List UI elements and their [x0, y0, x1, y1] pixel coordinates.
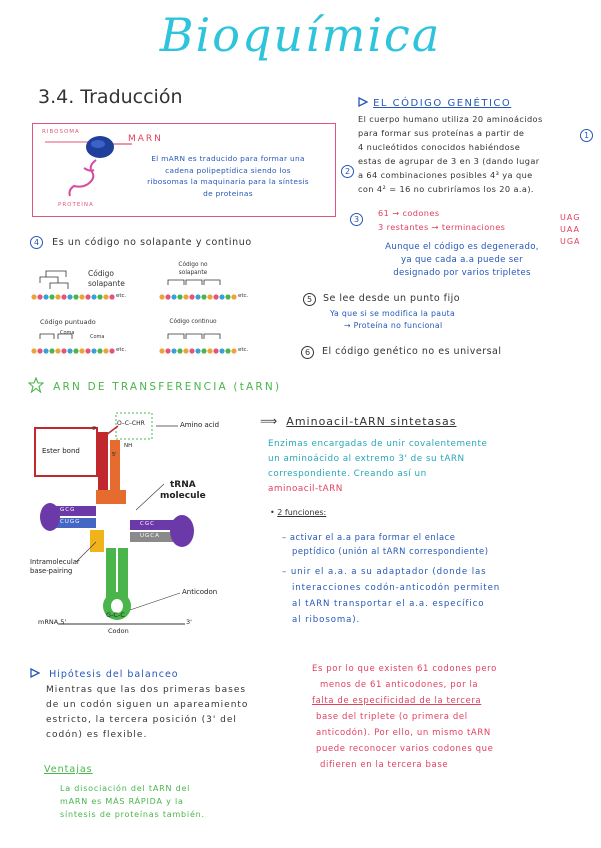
- point-5-line: Ya que si se modifica la pauta: [330, 309, 456, 318]
- sintetasa-desc: [268, 437, 568, 497]
- arnt-heading: [28, 375, 281, 394]
- star-icon: [28, 377, 44, 393]
- a-letter: A: [100, 508, 105, 515]
- intramolecular-label: [30, 558, 80, 576]
- codones-line: 61 → codones: [378, 208, 440, 218]
- funcion-1: [282, 530, 582, 558]
- label-coma-2: Coma: [90, 334, 105, 340]
- intra-line: base-pairing: [30, 567, 73, 575]
- ventajas-line: La disociación del tARN del: [60, 784, 191, 793]
- ester-bond-label: Ester bond: [42, 447, 80, 455]
- anticodon-label: Anticodon: [182, 588, 218, 596]
- etc-4: etc.: [238, 347, 249, 353]
- trna-molecule-label: [160, 480, 206, 502]
- red-line: menos de 61 anticodones, por la: [320, 680, 479, 690]
- balanceo-line: codón) es flexible.: [46, 730, 148, 740]
- funcion-2: [282, 564, 592, 628]
- funcion-line: – unir el a.a. a su adaptador (donde las: [282, 567, 487, 577]
- triangle-bullet-icon: [358, 97, 368, 107]
- label-codigo-puntuado: Código puntuado: [40, 318, 96, 326]
- stop-codon: UAG: [560, 213, 581, 222]
- degenerado-line: designado por varios tripletes: [393, 268, 531, 278]
- number-badge-3: 3: [350, 213, 363, 226]
- bead-strand-4: [159, 348, 236, 353]
- box-desc-line: El mARN es traducido para formar una: [151, 154, 305, 163]
- box-desc-line: ribosomas la maquinaria para la síntesis: [147, 177, 309, 186]
- trna-label-line: molecule: [160, 491, 206, 501]
- point-5-sub: [330, 308, 455, 332]
- stop-codon: UAA: [560, 225, 581, 234]
- nh-label: NH: [124, 443, 133, 449]
- balanceo-red-text: [312, 661, 597, 773]
- etc-2: etc.: [238, 293, 249, 299]
- balanceo-line: Mientras que las dos primeras bases: [46, 685, 247, 695]
- seq-ugca: UGCA: [140, 533, 160, 539]
- degenerado-line: ya que cada a.a puede ser: [401, 255, 523, 265]
- stop-codons: [560, 212, 581, 248]
- label-coma-1: Coma: [60, 330, 75, 336]
- funcion-line: peptídico (unión al tARN correspondiente): [292, 546, 489, 556]
- bead-strand-2: [159, 294, 236, 299]
- page-title: Bioquímica: [159, 8, 442, 62]
- funciones-text: 2 funciones:: [277, 508, 327, 517]
- seq-cgc: CGC: [140, 521, 155, 527]
- number-badge-5: 5: [303, 293, 316, 306]
- number-badge: 4: [30, 236, 43, 249]
- gcc-label: G-C-C: [106, 611, 125, 619]
- codon-label: Codon: [108, 627, 129, 635]
- mrna-label: mRNA 5': [38, 618, 67, 626]
- balanceo-line: de un codón siguen un apareamiento: [46, 700, 249, 710]
- ventajas-line: mARN es MÁS RÁPIDA y la: [60, 797, 184, 806]
- funciones-label: • 2 funciones:: [270, 508, 327, 517]
- balanceo-heading: [30, 662, 179, 681]
- desc-line: correspondiente. Creando así un: [268, 469, 427, 479]
- five-prime-top: 5': [112, 452, 117, 458]
- degenerado-text: [362, 241, 562, 280]
- seq-cugg: CUGG: [60, 519, 81, 525]
- number-badge-6: 6: [301, 346, 314, 359]
- body-line: para formar sus proteínas a partir de: [358, 128, 525, 138]
- point-5-line: → Proteína no funcional: [344, 321, 443, 330]
- restantes-line: 3 restantes → terminaciones: [378, 222, 506, 232]
- point-4-text: Es un código no solapante y continuo: [52, 237, 252, 248]
- ventajas-body: [60, 782, 300, 821]
- funcion-line: al tARN transportar el a.a. específico: [292, 599, 485, 609]
- number-badge-1: 1: [580, 129, 593, 142]
- triangle-bullet-icon: [30, 668, 40, 678]
- codigo-genetico-heading: [358, 91, 511, 110]
- intra-line: Intramolecular: [30, 558, 80, 566]
- body-line: estas de agrupar de 3 en 3 (dando lugar: [358, 156, 540, 166]
- ventajas-line: síntesis de proteínas también.: [60, 810, 205, 819]
- point-5-text: Se lee desde un punto fijo: [323, 293, 461, 304]
- amino-acid-label: Amino acid: [180, 421, 220, 429]
- box-desc-line: cadena polipeptídica siendo los: [165, 165, 291, 175]
- codigo-genetico-body: [358, 112, 588, 196]
- seq-gcg: GCG: [60, 507, 76, 513]
- body-line: a 64 combinaciones posibles 4³ ya que: [358, 170, 533, 180]
- red-line: base del triplete (o primera del: [316, 712, 468, 722]
- degenerado-line: Aunque el código es degenerado,: [385, 242, 539, 252]
- heading-text: ARN DE TRANSFERENCIA (tARN): [53, 381, 282, 393]
- stop-codon: UGA: [560, 237, 581, 246]
- desc-line: un aminoácido al extremo 3' de su tARN: [268, 454, 465, 464]
- heading-text: Aminoacil-tARN sintetasas: [286, 415, 457, 428]
- red-line: anticodón). Por ello, un mismo tARN: [316, 728, 491, 738]
- etc-3: etc.: [116, 347, 127, 353]
- red-line: falta de especificidad de la tercera: [312, 696, 482, 706]
- funcion-line: al ribosoma).: [292, 615, 361, 625]
- red-line: puede reconocer varios codones que: [316, 744, 494, 754]
- funcion-line: interacciones codón-anticodón permiten: [292, 583, 501, 593]
- balanceo-line: estricto, la tercera posición (3' del: [46, 715, 237, 725]
- red-line: difieren en la tercera base: [320, 760, 449, 770]
- double-arrow-icon: ⟹: [260, 414, 278, 428]
- desc-line: Enzimas encargadas de unir covalentemente: [268, 439, 488, 449]
- box-description: [128, 153, 328, 199]
- label-codigo-continuo: Código continuo: [169, 319, 217, 325]
- body-line: El cuerpo humano utiliza 20 aminoácidos: [358, 114, 543, 124]
- label-codigo-solapante: Código solapante: [88, 269, 125, 288]
- heading-text: Hipótesis del balanceo: [49, 669, 179, 680]
- point-4: [30, 230, 252, 249]
- label-codigo-no-solapante: Código no solapante: [178, 262, 208, 276]
- bead-strand-3: [31, 348, 114, 353]
- balanceo-body: [46, 683, 296, 743]
- funcion-line: – activar el a.a para formar el enlace: [282, 532, 456, 542]
- ventajas-heading: Ventajas: [44, 764, 93, 775]
- body-line: con 4² = 16 no cubriríamos los 20 a.a).: [358, 184, 534, 194]
- ribosoma-label: RIBOSOMA: [42, 129, 80, 135]
- etc-1: etc.: [116, 293, 127, 299]
- chr-label: O–C–CHR: [117, 420, 145, 427]
- codon-diagrams: [28, 255, 268, 367]
- mrna-three-prime: 3': [186, 618, 192, 626]
- section-heading-traduccion: 3.4. Traducción: [38, 86, 183, 108]
- three-prime-top: 3': [92, 426, 97, 432]
- heading-text: EL CÓDIGO GENÉTICO: [373, 98, 512, 109]
- point-6-text: El código genético no es universal: [322, 346, 502, 357]
- trna-label-line: tRNA: [169, 480, 196, 490]
- box-desc-line: de proteinas: [203, 188, 253, 198]
- marn-label: MARN: [128, 134, 163, 144]
- bead-strand-1: [31, 294, 114, 299]
- proteina-label: PROTEINA: [58, 202, 94, 208]
- ribosome-illustration: [40, 134, 140, 208]
- sintetasa-heading: [260, 410, 456, 429]
- body-line: 4 nucleótidos conocidos habiéndose: [358, 142, 521, 152]
- desc-line: aminoacil-tARN: [268, 484, 343, 494]
- red-line: Es por lo que existen 61 codones pero: [312, 664, 497, 674]
- number-badge-2: 2: [341, 165, 354, 178]
